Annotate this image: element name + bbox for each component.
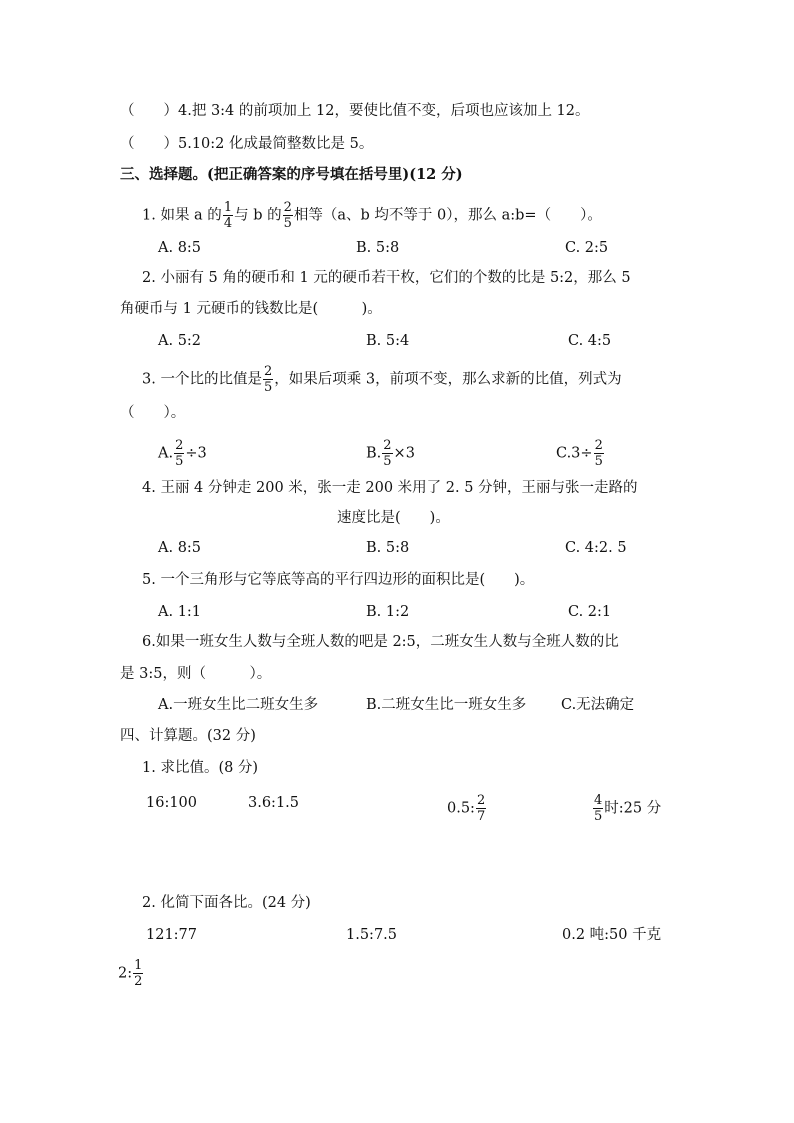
fraction: $\frac{1}{4}$ <box>223 200 233 231</box>
q3-2-line1: 2. 小丽有 5 角的硬币和 1 元的硬币若干枚，它们的个数的比是 5:2，那么 5 <box>142 270 631 286</box>
simplify-expr-3: 0.2 吨:50 千克 <box>562 927 662 943</box>
section4-sub2-title: 2. 化简下面各比。(24 分) <box>142 895 311 911</box>
fraction: $\frac{2}{5}$ <box>263 364 273 395</box>
q3-3-option-a: A. $\frac{2}{5}$ ÷3 <box>158 438 207 469</box>
q3-6-line2: 是 3:5，则（ ）。 <box>120 666 272 682</box>
q3-1-option-b: B. 5:8 <box>356 240 400 256</box>
q3-6-line1: 6.如果一班女生人数与全班人数的吧是 2:5，二班女生人数与全班人数的比 <box>142 634 619 650</box>
q3-6-option-b: B.二班女生比一班女生多 <box>366 697 527 713</box>
q3-3-option-c: C.3÷ $\frac{2}{5}$ <box>556 438 603 469</box>
q3-4-line2: 速度比是( )。 <box>337 510 450 526</box>
section4-sub1-title: 1. 求比值。(8 分) <box>142 760 259 776</box>
section3-title: 三、选择题。(把正确答案的序号填在括号里)(12 分) <box>120 166 463 183</box>
fraction: $\frac{2}{5}$ <box>283 200 292 231</box>
judge-q4: （ ）4.把 3:4 的前项加上 12，要使比值不变，后项也应该加上 12。 <box>120 103 590 119</box>
simplify-expr-4: 2: $\frac{1}{2}$ <box>118 958 143 989</box>
section4-title: 四、计算题。(32 分) <box>120 728 256 744</box>
simplify-expr-1: 121:77 <box>146 927 198 943</box>
ratio-expr-4: $\frac{4}{5}$ 时:25 分 <box>594 793 662 824</box>
simplify-expr-2: 1.5:7.5 <box>346 927 398 943</box>
q3-4-option-b: B. 5:8 <box>366 540 410 556</box>
q3-6-option-c: C.无法确定 <box>561 697 635 713</box>
q3-2-line2: 角硬币与 1 元硬币的钱数比是( )。 <box>120 301 382 317</box>
q3-6-option-a: A.一班女生比二班女生多 <box>158 697 319 713</box>
fraction: $\frac{4}{5}$ <box>594 793 603 824</box>
q3-4-option-a: A. 8:5 <box>158 540 202 556</box>
q3-2-option-a: A. 5:2 <box>158 333 202 349</box>
q3-4-option-c: C. 4:2. 5 <box>565 540 627 556</box>
q3-1-option-a: A. 8:5 <box>158 240 202 256</box>
ratio-expr-2: 3.6:1.5 <box>248 795 300 811</box>
q3-2-option-b: B. 5:4 <box>366 333 410 349</box>
fraction: $\frac{1}{2}$ <box>134 958 143 989</box>
fraction: $\frac{2}{7}$ <box>476 793 486 824</box>
q3-5-option-a: A. 1:1 <box>158 604 202 620</box>
q3-3-line1: 3. 一个比的比值是 $\frac{2}{5}$ ，如果后项乘 3，前项不变，那么求新的比值，列式为 <box>142 364 622 395</box>
fraction: $\frac{2}{5}$ <box>383 438 392 469</box>
q3-5-stem: 5. 一个三角形与它等底等高的平行四边形的面积比是( )。 <box>142 572 535 588</box>
ratio-expr-3: 0.5: $\frac{2}{7}$ <box>447 793 486 824</box>
q3-2-option-c: C. 4:5 <box>568 333 612 349</box>
q3-1-stem: 1. 如果 a 的 $\frac{1}{4}$ 与 b 的 $\frac{2}{5}$ 相等（a、b 均不等于 0），那么 a:b=（ ）。 <box>142 200 602 231</box>
q3-3-option-b: B. $\frac{2}{5}$ ×3 <box>366 438 415 469</box>
q3-5-option-b: B. 1:2 <box>366 604 410 620</box>
q3-5-option-c: C. 2:1 <box>568 604 612 620</box>
q3-1-option-c: C. 2:5 <box>565 240 609 256</box>
fraction: $\frac{2}{5}$ <box>594 438 603 469</box>
ratio-expr-1: 16:100 <box>146 795 198 811</box>
judge-q5: （ ）5.10:2 化成最简整数比是 5。 <box>120 136 374 152</box>
q3-4-line1: 4. 王丽 4 分钟走 200 米，张一走 200 米用了 2. 5 分钟，王丽与张一走路的 <box>142 480 638 496</box>
fraction: $\frac{2}{5}$ <box>175 438 184 469</box>
q3-3-line2: （ ）。 <box>120 405 186 421</box>
